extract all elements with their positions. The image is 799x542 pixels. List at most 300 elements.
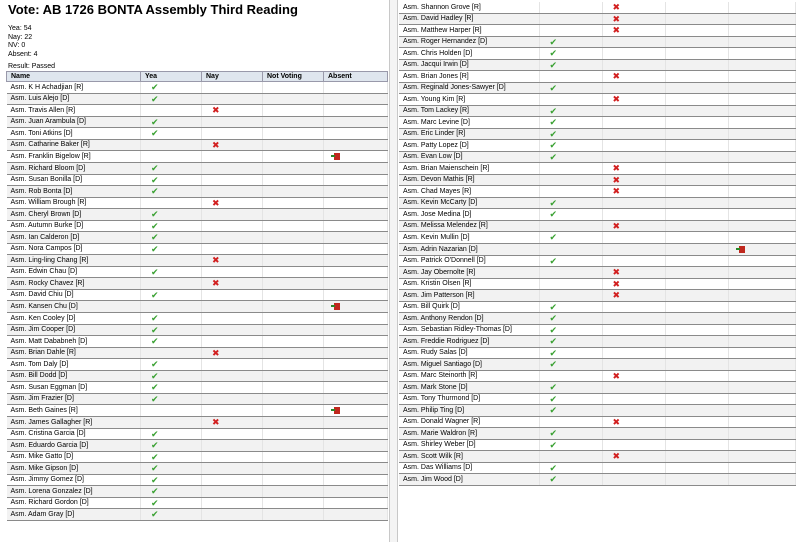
table-row (7, 139, 388, 151)
vote-cell-yea (539, 2, 602, 13)
vote-cell-absent (728, 278, 795, 290)
table-row (399, 451, 795, 463)
column-header-absent[interactable]: Absent (324, 72, 388, 82)
member-name: Asm. Jim Patterson [R] (399, 290, 539, 302)
vote-cell-yea (539, 13, 602, 25)
x-icon: ✖ (212, 105, 220, 116)
table-row (399, 71, 795, 83)
check-icon: ✔ (549, 405, 558, 416)
vote-cell-absent (324, 463, 388, 475)
member-name: Asm. Kevin McCarty [D] (399, 197, 539, 209)
table-row (399, 13, 795, 25)
member-name: Asm. James Gallagher [R] (7, 417, 141, 429)
check-icon: ✔ (151, 163, 159, 174)
member-name: Asm. Ling-ling Chang [R] (7, 255, 141, 267)
vote-cell-yea (539, 255, 602, 267)
vote-cell-nv (665, 197, 728, 209)
table-row (399, 255, 795, 267)
vote-cell-yea (141, 405, 202, 417)
vote-cell-nay (602, 117, 665, 129)
vote-cell-nay (602, 347, 665, 359)
vote-cell-nay (202, 232, 263, 244)
vote-cell-nay (202, 105, 263, 117)
table-row (7, 266, 388, 278)
exit-door-icon (739, 245, 745, 254)
table-row (399, 359, 795, 371)
vote-cell-yea (141, 336, 202, 348)
member-name: Asm. Toni Atkins [D] (7, 128, 141, 140)
check-icon: ✔ (151, 440, 159, 451)
vote-cell-nv (263, 278, 324, 290)
vote-cell-nay (602, 25, 665, 37)
member-name: Asm. Chad Mayes [R] (399, 186, 539, 198)
vote-cell-nv (665, 59, 728, 71)
member-name: Asm. David Hadley [R] (399, 13, 539, 25)
table-row (399, 232, 795, 244)
column-header-yea[interactable]: Yea (141, 72, 202, 82)
vote-summary (8, 25, 38, 59)
table-row (7, 393, 388, 405)
check-icon: ✔ (549, 301, 558, 312)
vote-cell-nay (602, 163, 665, 175)
x-icon: ✖ (612, 186, 621, 197)
vote-cell-absent (728, 151, 795, 163)
member-name: Asm. Philip Ting [D] (399, 405, 539, 417)
vote-cell-nay (602, 243, 665, 255)
x-icon: ✖ (212, 255, 220, 266)
table-row (399, 301, 795, 313)
check-icon: ✔ (549, 359, 558, 370)
check-icon: ✔ (549, 428, 558, 439)
member-name: Asm. Roger Hernandez [D] (399, 36, 539, 48)
vote-cell-nv (665, 48, 728, 60)
member-name: Asm. Chris Holden [D] (399, 48, 539, 60)
vote-cell-absent (324, 382, 388, 394)
vote-cell-absent (324, 174, 388, 186)
vote-cell-nay (202, 359, 263, 371)
vote-cell-yea (141, 255, 202, 267)
check-icon: ✔ (151, 186, 159, 197)
member-name: Asm. Jay Obernolte [R] (399, 267, 539, 279)
table-row (7, 417, 388, 429)
x-icon: ✖ (212, 417, 220, 428)
vote-cell-nay (202, 301, 263, 313)
vote-cell-nv (263, 440, 324, 452)
vote-cell-yea (141, 497, 202, 509)
member-name: Asm. Kansen Chu [D] (7, 301, 141, 313)
vote-cell-nv (263, 116, 324, 128)
check-icon: ✔ (151, 266, 159, 277)
table-row (399, 209, 795, 221)
vote-cell-absent (324, 266, 388, 278)
check-icon: ✔ (549, 140, 558, 151)
table-row (7, 197, 388, 209)
table-row (7, 463, 388, 475)
check-icon: ✔ (151, 474, 159, 485)
vote-cell-yea (539, 220, 602, 232)
table-row (399, 416, 795, 428)
member-name: Asm. Patty Lopez [D] (399, 140, 539, 152)
vote-cell-absent (324, 359, 388, 371)
vote-cell-nv (665, 255, 728, 267)
vote-cell-yea (141, 463, 202, 475)
vote-cell-absent (728, 13, 795, 25)
vote-cell-absent (324, 497, 388, 509)
table-row (7, 486, 388, 498)
x-icon: ✖ (212, 347, 220, 358)
vote-cell-yea (539, 128, 602, 140)
check-icon: ✔ (549, 48, 558, 59)
vote-cell-nay (202, 440, 263, 452)
vote-cell-nv (263, 486, 324, 498)
vote-cell-nay (602, 382, 665, 394)
check-icon: ✔ (549, 197, 558, 208)
vote-cell-nv (263, 232, 324, 244)
check-icon: ✔ (549, 255, 558, 266)
vote-cell-nv (263, 417, 324, 429)
vote-cell-nay (602, 359, 665, 371)
table-row (7, 474, 388, 486)
vote-cell-nv (263, 301, 324, 313)
vote-cell-nv (263, 474, 324, 486)
vote-cell-absent (324, 128, 388, 140)
member-name: Asm. Luis Alejo [D] (7, 93, 141, 105)
table-row (399, 140, 795, 152)
vote-cell-nay (202, 93, 263, 105)
vote-cell-absent (728, 474, 795, 486)
vote-cell-nv (665, 451, 728, 463)
check-icon: ✔ (549, 474, 558, 485)
table-row (399, 163, 795, 175)
vote-cell-nv (263, 255, 324, 267)
vote-cell-yea (539, 324, 602, 336)
table-row (7, 82, 388, 94)
vote-cell-nay (602, 324, 665, 336)
table-row (399, 462, 795, 474)
member-name: Asm. Das Williams [D] (399, 462, 539, 474)
member-name: Asm. Bill Quirk [D] (399, 301, 539, 313)
vote-cell-yea (539, 382, 602, 394)
table-row (7, 336, 388, 348)
member-name: Asm. Rocky Chavez [R] (7, 278, 141, 290)
vote-cell-nay (602, 82, 665, 94)
member-name: Asm. Jim Frazier [D] (7, 393, 141, 405)
member-name: Asm. Kristin Olsen [R] (399, 278, 539, 290)
table-row (7, 278, 388, 290)
vote-cell-absent (728, 36, 795, 48)
vote-cell-absent (728, 313, 795, 325)
vote-cell-nv (665, 209, 728, 221)
check-icon: ✔ (151, 463, 159, 474)
check-icon: ✔ (549, 59, 558, 70)
vote-cell-nv (665, 151, 728, 163)
vote-cell-nv (665, 347, 728, 359)
vote-cell-absent (324, 440, 388, 452)
vote-cell-nay (602, 186, 665, 198)
vote-cell-yea (141, 428, 202, 440)
table-row (399, 186, 795, 198)
vote-cell-nay (602, 278, 665, 290)
vote-cell-nv (263, 428, 324, 440)
x-icon: ✖ (612, 220, 621, 231)
vote-cell-yea (141, 509, 202, 521)
check-icon: ✔ (549, 382, 558, 393)
table-row (399, 82, 795, 94)
member-name: Asm. Brian Maienschein [R] (399, 163, 539, 175)
vote-cell-absent (728, 140, 795, 152)
table-row (7, 347, 388, 359)
vote-cell-nay (602, 255, 665, 267)
vote-cell-nay (202, 486, 263, 498)
check-icon: ✔ (549, 117, 558, 128)
vote-cell-nay (602, 71, 665, 83)
vote-cell-absent (324, 220, 388, 232)
exit-door-icon (334, 406, 340, 415)
member-name: Asm. Cheryl Brown [D] (7, 209, 141, 221)
table-row (7, 428, 388, 440)
table-row (7, 370, 388, 382)
vote-cell-absent (324, 486, 388, 498)
member-name: Asm. Anthony Rendon [D] (399, 313, 539, 325)
table-row (399, 336, 795, 348)
vote-cell-nay (202, 405, 263, 417)
member-name: Asm. Melissa Melendez [R] (399, 220, 539, 232)
vote-cell-nay (602, 94, 665, 106)
vote-cell-nv (263, 451, 324, 463)
check-icon: ✔ (151, 486, 159, 497)
vote-cell-yea (539, 301, 602, 313)
vote-cell-nay (202, 393, 263, 405)
vote-cell-yea (141, 486, 202, 498)
vote-cell-absent (728, 439, 795, 451)
exit-door-icon (334, 302, 340, 311)
member-name: Asm. Tony Thurmond [D] (399, 393, 539, 405)
vote-cell-absent (728, 462, 795, 474)
vote-cell-yea (141, 451, 202, 463)
vote-cell-absent (324, 105, 388, 117)
table-row (7, 405, 388, 417)
member-name: Asm. Juan Arambula [D] (7, 116, 141, 128)
vote-cell-absent (324, 474, 388, 486)
vote-cell-nv (263, 347, 324, 359)
check-icon: ✔ (151, 324, 159, 335)
vote-cell-nv (665, 117, 728, 129)
vote-cell-nv (665, 243, 728, 255)
vote-cell-nv (665, 336, 728, 348)
member-name: Asm. William Brough [R] (7, 197, 141, 209)
table-row (7, 186, 388, 198)
vote-cell-absent (728, 370, 795, 382)
table-row (399, 174, 795, 186)
vote-cell-yea (539, 140, 602, 152)
vote-cell-yea (539, 209, 602, 221)
vote-cell-yea (539, 370, 602, 382)
vote-cell-absent (728, 220, 795, 232)
vote-cell-absent (324, 82, 388, 94)
vote-cell-nv (263, 151, 324, 163)
vote-cell-nv (263, 289, 324, 301)
member-name: Asm. Jimmy Gomez [D] (7, 474, 141, 486)
vote-cell-nv (665, 25, 728, 37)
vote-cell-nay (202, 197, 263, 209)
vote-cell-absent (728, 243, 795, 255)
vote-cell-yea (539, 290, 602, 302)
table-row (399, 48, 795, 60)
x-icon: ✖ (612, 174, 621, 185)
table-row (399, 324, 795, 336)
vote-cell-yea (539, 347, 602, 359)
vote-cell-yea (141, 105, 202, 117)
member-name: Asm. Jacqui Irwin [D] (399, 59, 539, 71)
vote-cell-yea (141, 139, 202, 151)
vote-cell-absent (324, 163, 388, 175)
vote-cell-nv (263, 93, 324, 105)
table-row (399, 393, 795, 405)
member-name: Asm. Jim Wood [D] (399, 474, 539, 486)
vote-cell-yea (539, 59, 602, 71)
vote-cell-yea (141, 313, 202, 325)
table-row (399, 428, 795, 440)
vote-cell-absent (324, 197, 388, 209)
vote-cell-yea (141, 197, 202, 209)
vote-cell-absent (728, 94, 795, 106)
vote-cell-yea (539, 94, 602, 106)
table-row (399, 197, 795, 209)
vote-cell-absent (324, 301, 388, 313)
vote-cell-nv (665, 163, 728, 175)
vote-cell-nay (202, 497, 263, 509)
vote-cell-absent (728, 232, 795, 244)
vote-cell-nv (263, 243, 324, 255)
check-icon: ✔ (549, 393, 558, 404)
vote-cell-yea (539, 105, 602, 117)
vote-cell-absent (324, 336, 388, 348)
vote-cell-nv (665, 416, 728, 428)
member-name: Asm. Adam Gray [D] (7, 509, 141, 521)
table-row (399, 117, 795, 129)
member-name: Asm. Adrin Nazarian [D] (399, 243, 539, 255)
member-name: Asm. Tom Daly [D] (7, 359, 141, 371)
vote-cell-yea (539, 313, 602, 325)
vote-cell-yea (539, 278, 602, 290)
vote-cell-absent (728, 59, 795, 71)
member-name: Asm. Autumn Burke [D] (7, 220, 141, 232)
member-name: Asm. Shannon Grove [R] (399, 2, 539, 13)
check-icon: ✔ (151, 393, 159, 404)
vote-cell-nay (602, 36, 665, 48)
x-icon: ✖ (612, 370, 621, 381)
check-icon: ✔ (151, 174, 159, 185)
x-icon: ✖ (212, 139, 220, 150)
vote-cell-nay (602, 232, 665, 244)
table-row (399, 2, 795, 13)
check-icon: ✔ (151, 359, 159, 370)
member-name: Asm. Richard Bloom [D] (7, 163, 141, 175)
table-row (7, 220, 388, 232)
vote-cell-nay (202, 289, 263, 301)
check-icon: ✔ (151, 209, 159, 220)
vote-cell-yea (539, 243, 602, 255)
vote-cell-nv (263, 197, 324, 209)
vote-cell-absent (728, 2, 795, 13)
vote-cell-absent (728, 428, 795, 440)
vote-cell-absent (728, 382, 795, 394)
vote-cell-yea (141, 440, 202, 452)
member-name: Asm. Travis Allen [R] (7, 105, 141, 117)
vote-cell-yea (539, 359, 602, 371)
vote-cell-nay (202, 313, 263, 325)
vote-cell-absent (728, 128, 795, 140)
vote-cell-nay (202, 509, 263, 521)
member-name: Asm. Susan Bonilla [D] (7, 174, 141, 186)
vote-cell-nay (202, 151, 263, 163)
vote-cell-nay (202, 451, 263, 463)
vote-cell-yea (539, 451, 602, 463)
member-name: Asm. Catharine Baker [R] (7, 139, 141, 151)
table-row (7, 232, 388, 244)
x-icon: ✖ (612, 416, 621, 427)
check-icon: ✔ (549, 439, 558, 450)
vote-cell-nay (602, 209, 665, 221)
vote-cell-yea (539, 232, 602, 244)
table-row (399, 290, 795, 302)
vote-cell-nay (202, 255, 263, 267)
member-name: Asm. David Chiu [D] (7, 289, 141, 301)
table-row (7, 128, 388, 140)
vote-cell-yea (539, 393, 602, 405)
vote-cell-nv (263, 128, 324, 140)
vote-cell-nv (263, 220, 324, 232)
vote-cell-absent (324, 151, 388, 163)
vote-cell-yea (141, 289, 202, 301)
vote-cell-nv (263, 324, 324, 336)
check-icon: ✔ (151, 82, 159, 93)
vote-result: Result: Passed (8, 63, 56, 70)
table-row (399, 405, 795, 417)
member-name: Asm. Susan Eggman [D] (7, 382, 141, 394)
vote-cell-yea (539, 25, 602, 37)
table-row (7, 359, 388, 371)
vote-cell-absent (324, 186, 388, 198)
x-icon: ✖ (612, 2, 621, 13)
vote-cell-nay (202, 82, 263, 94)
column-header-name[interactable]: Name (7, 72, 141, 82)
vote-cell-nv (665, 128, 728, 140)
column-header-not-voting[interactable]: Not Voting (263, 72, 324, 82)
table-row (7, 497, 388, 509)
table-row (7, 440, 388, 452)
vote-cell-nv (665, 232, 728, 244)
vote-cell-absent (728, 25, 795, 37)
vote-cell-absent (324, 232, 388, 244)
vote-cell-nay (202, 209, 263, 221)
member-name: Asm. Sebastian Ridley-Thomas [D] (399, 324, 539, 336)
check-icon: ✔ (549, 347, 558, 358)
table-row (7, 313, 388, 325)
table-row (7, 116, 388, 128)
table-row (7, 93, 388, 105)
member-name: Asm. Mike Gipson [D] (7, 463, 141, 475)
vote-cell-yea (141, 474, 202, 486)
column-header-nay[interactable]: Nay (202, 72, 263, 82)
vote-cell-nay (602, 151, 665, 163)
table-row (399, 36, 795, 48)
check-icon: ✔ (151, 370, 159, 381)
vote-cell-yea (141, 417, 202, 429)
vote-cell-yea (539, 439, 602, 451)
vote-cell-nay (602, 267, 665, 279)
vote-cell-yea (539, 82, 602, 94)
